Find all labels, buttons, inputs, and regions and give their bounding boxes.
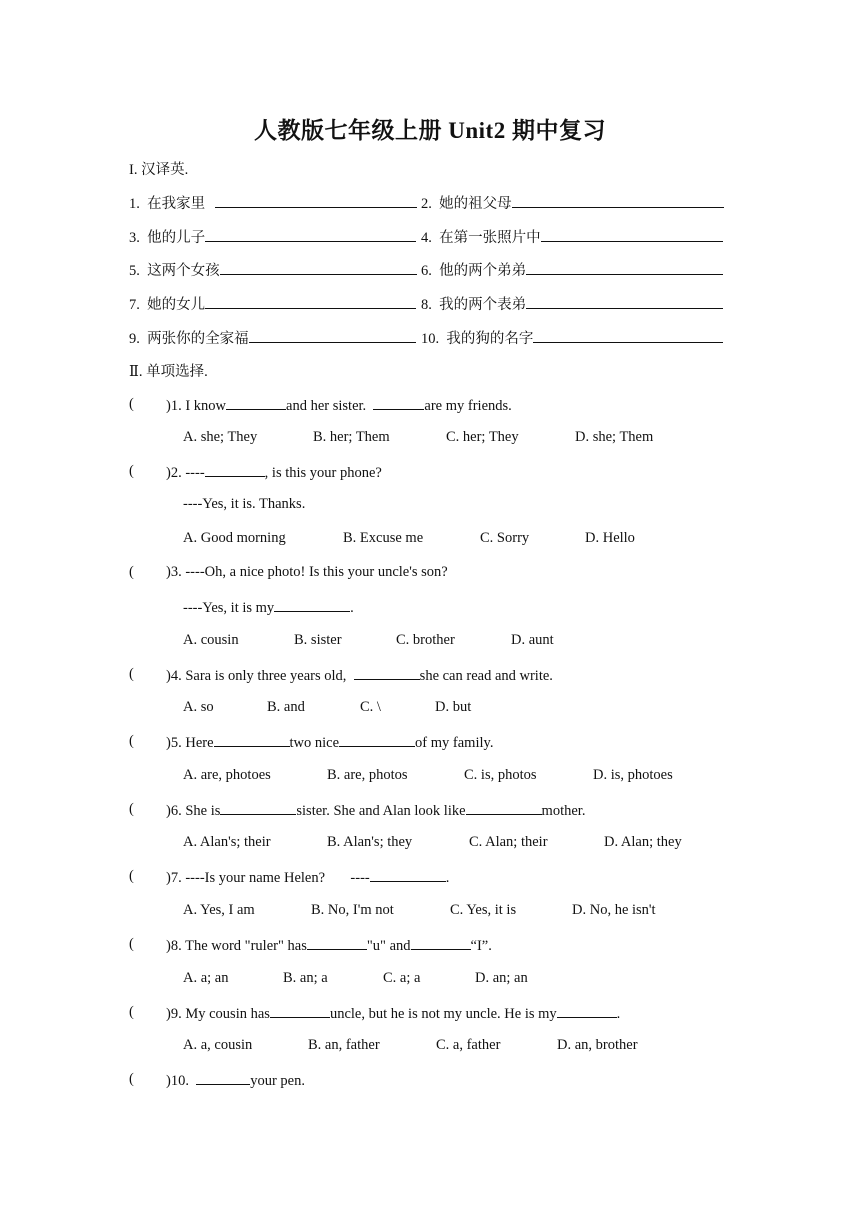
option-d[interactable]: D. but <box>435 699 472 715</box>
fill-blank[interactable] <box>226 396 286 410</box>
option-a[interactable]: A. a, cousin <box>183 1037 253 1053</box>
answer-blank[interactable] <box>205 227 416 242</box>
answer-paren[interactable]: ( <box>129 733 134 749</box>
translation-item-8: 8. 我的两个表弟 <box>421 293 723 314</box>
translation-prompt: 他的两个弟弟 <box>439 263 527 279</box>
option-b[interactable]: B. an, father <box>308 1037 380 1053</box>
fill-blank[interactable] <box>307 936 367 950</box>
answer-blank[interactable] <box>526 294 723 309</box>
translation-prompt: 我的狗的名字 <box>446 331 534 347</box>
option-d[interactable]: D. No, he isn't <box>572 902 656 918</box>
answer-paren[interactable]: ( <box>129 801 134 817</box>
section-1-heading: I. 汉译英. <box>129 162 189 178</box>
translation-prompt: 在我家里 <box>147 196 206 212</box>
fill-blank[interactable] <box>373 396 424 410</box>
option-a[interactable]: A. a; an <box>183 970 229 986</box>
fill-blank[interactable] <box>220 801 296 815</box>
fill-blank[interactable] <box>370 868 446 882</box>
question-3-reply: ----Yes, it is my . <box>183 600 354 616</box>
fill-blank[interactable] <box>354 666 420 680</box>
option-d[interactable]: D. an; an <box>475 970 528 986</box>
option-d[interactable]: D. is, photoes <box>593 767 673 783</box>
answer-blank[interactable] <box>205 294 416 309</box>
option-b[interactable]: B. sister <box>294 632 342 648</box>
option-b[interactable]: B. her; Them <box>313 429 390 445</box>
option-c[interactable]: C. her; They <box>446 429 519 445</box>
option-d[interactable]: D. an, brother <box>557 1037 638 1053</box>
answer-blank[interactable] <box>526 260 723 275</box>
option-c[interactable]: C. a, father <box>436 1037 501 1053</box>
fill-blank[interactable] <box>274 598 350 612</box>
fill-blank[interactable] <box>557 1004 617 1018</box>
translation-prompt: 两张你的全家福 <box>147 331 249 347</box>
translation-item-9: 9. 两张你的全家福 <box>129 327 416 348</box>
option-a[interactable]: A. Yes, I am <box>183 902 255 918</box>
option-b[interactable]: B. Alan's; they <box>327 834 413 850</box>
answer-paren[interactable]: ( <box>129 463 134 479</box>
answer-paren[interactable]: ( <box>129 936 134 952</box>
option-d[interactable]: D. she; Them <box>575 429 654 445</box>
question-5: )5. Here two nice of my family. <box>166 735 494 751</box>
option-c[interactable]: C. a; a <box>383 970 421 986</box>
option-c[interactable]: C. Sorry <box>480 530 530 546</box>
translation-prompt: 这两个女孩 <box>147 263 220 279</box>
fill-blank[interactable] <box>270 1004 330 1018</box>
answer-paren[interactable]: ( <box>129 1004 134 1020</box>
question-8: )8. The word "ruler" has "u" and “I”. <box>166 938 492 954</box>
option-c[interactable]: C. Yes, it is <box>450 902 517 918</box>
fill-blank[interactable] <box>196 1071 250 1085</box>
translation-item-4: 4. 在第一张照片中 <box>421 226 723 247</box>
answer-blank[interactable] <box>512 193 724 208</box>
fill-blank[interactable] <box>205 463 265 477</box>
answer-paren[interactable]: ( <box>129 396 134 412</box>
translation-prompt: 她的女儿 <box>147 297 206 313</box>
option-b[interactable]: B. and <box>267 699 305 715</box>
translation-item-7: 7. 她的女儿 <box>129 293 416 314</box>
option-a[interactable]: A. Alan's; their <box>183 834 271 850</box>
answer-blank[interactable] <box>533 328 723 343</box>
translation-prompt: 他的儿子 <box>147 230 206 246</box>
question-2: )2. ---- , is this your phone? <box>166 465 382 481</box>
section-2-heading: Ⅱ. 单项选择. <box>129 364 208 380</box>
translation-prompt: 我的两个表弟 <box>439 297 527 313</box>
fill-blank[interactable] <box>411 936 471 950</box>
option-b[interactable]: B. an; a <box>283 970 328 986</box>
answer-paren[interactable]: ( <box>129 868 134 884</box>
answer-paren[interactable]: ( <box>129 564 134 580</box>
option-a[interactable]: A. cousin <box>183 632 239 648</box>
fill-blank[interactable] <box>214 733 290 747</box>
translation-item-5: 5. 这两个女孩 <box>129 259 417 280</box>
translation-prompt: 她的祖父母 <box>439 196 512 212</box>
option-a[interactable]: A. Good morning <box>183 530 286 546</box>
option-a[interactable]: A. she; They <box>183 429 258 445</box>
translation-item-10: 10. 我的狗的名字 <box>421 327 723 348</box>
answer-paren[interactable]: ( <box>129 1071 134 1087</box>
option-c[interactable]: C. Alan; their <box>469 834 548 850</box>
question-3: )3. ----Oh, a nice photo! Is this your uncle's son? <box>166 564 448 580</box>
answer-blank[interactable] <box>249 328 416 343</box>
question-6: )6. She is sister. She and Alan look like mother. <box>166 803 586 819</box>
translation-item-2: 2. 她的祖父母 <box>421 192 724 213</box>
option-d[interactable]: D. Alan; they <box>604 834 682 850</box>
translation-item-1: 1. 在我家里 <box>129 192 417 213</box>
option-a[interactable]: A. so <box>183 699 214 715</box>
answer-blank[interactable] <box>220 260 417 275</box>
question-7: )7. ----Is your name Helen? ---- . <box>166 870 450 886</box>
option-c[interactable]: C. \ <box>360 699 381 715</box>
option-d[interactable]: D. Hello <box>585 530 635 546</box>
question-10: )10. your pen. <box>166 1073 305 1089</box>
option-c[interactable]: C. is, photos <box>464 767 537 783</box>
answer-paren[interactable]: ( <box>129 666 134 682</box>
answer-blank[interactable] <box>215 193 417 208</box>
option-c[interactable]: C. brother <box>396 632 455 648</box>
option-a[interactable]: A. are, photoes <box>183 767 271 783</box>
option-b[interactable]: B. No, I'm not <box>311 902 394 918</box>
question-4: )4. Sara is only three years old, she can read and write. <box>166 668 553 684</box>
option-b[interactable]: B. Excuse me <box>343 530 424 546</box>
question-2-reply: ----Yes, it is. Thanks. <box>183 496 306 512</box>
question-9: )9. My cousin has uncle, but he is not my uncle. He is my . <box>166 1006 621 1022</box>
option-b[interactable]: B. are, photos <box>327 767 408 783</box>
page-title: 人教版七年级上册 Unit2 期中复习 <box>254 118 606 143</box>
answer-blank[interactable] <box>541 227 723 242</box>
translation-item-3: 3. 他的儿子 <box>129 226 416 247</box>
fill-blank[interactable] <box>466 801 542 815</box>
fill-blank[interactable] <box>339 733 415 747</box>
translation-prompt: 在第一张照片中 <box>439 230 541 246</box>
translation-item-6: 6. 他的两个弟弟 <box>421 259 723 280</box>
option-d[interactable]: D. aunt <box>511 632 554 648</box>
question-1: )1. I know and her sister. are my friends. <box>166 398 512 414</box>
